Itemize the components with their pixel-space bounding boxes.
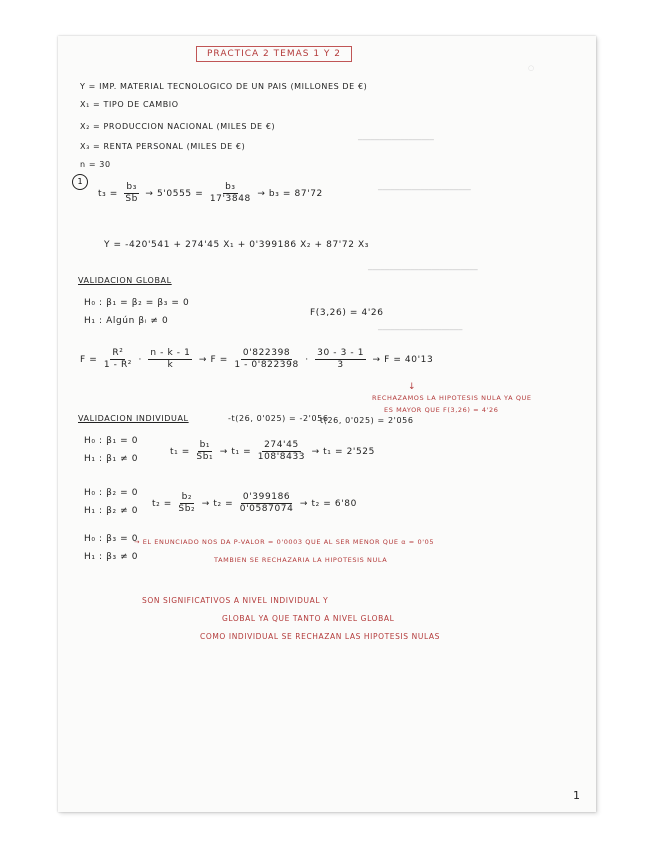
definition-y: Y = IMP. MATERIAL TECNOLOGICO DE UN PAIS (MILLONES DE €) [80, 82, 368, 91]
t2-result: → t₂ = 6'80 [299, 499, 357, 509]
df-value-fraction [315, 348, 366, 371]
b2-h0: H₀ : β₂ = 0 [84, 488, 139, 498]
b3-fraction [210, 182, 251, 205]
f-arrow: → F = [198, 355, 228, 365]
item-number-circle: 1 [72, 174, 88, 190]
bleed-through-mark: ━━━━━━━━━━━━━━━━━━━━━━━━━━ [368, 266, 478, 274]
r2-denominator: 1 - R² [103, 360, 133, 370]
t3-fraction [124, 182, 139, 205]
t2-value-numerator: 0'399186 [242, 492, 291, 502]
definition-x1: X₁ = TIPO DE CAMBIO [80, 100, 179, 109]
bleed-through-mark: ━━━━━━━━━━━━━━━━━━━━ [378, 326, 463, 334]
bleed-through-mark: ○ [528, 64, 535, 72]
t1-denominator: Sb₁ [196, 452, 214, 462]
b3-note-line-2: TAMBIEN SE RECHAZARIA LA HIPOTESIS NULA [214, 556, 388, 564]
b3-result: → b₃ = 87'72 [257, 189, 323, 199]
global-validation-heading: VALIDACION GLOBAL [78, 276, 172, 285]
global-h0: H₀ : β₁ = β₂ = β₃ = 0 [84, 298, 190, 308]
arrow-down-icon: ↓ [408, 382, 417, 392]
b3-note-line-1: → EL ENUNCIADO NOS DA P-VALOR = 0'0003 QUE AL SER MENOR QUE α = 0'05 [134, 538, 435, 546]
b2-h1: H₁ : β₂ ≠ 0 [84, 506, 139, 516]
definition-x2: X₂ = PRODUCCION NACIONAL (MILES DE €) [80, 122, 276, 131]
definition-x3: X₃ = RENTA PERSONAL (MILES DE €) [80, 142, 246, 151]
df-value-denominator: 3 [337, 360, 344, 370]
t1-value-denominator: 108'8433 [257, 452, 306, 462]
sample-size: n = 30 [80, 160, 111, 169]
df-denominator: k [167, 360, 174, 370]
t1-fraction [196, 440, 213, 463]
t2-numerator: b₂ [181, 492, 193, 502]
r2-fraction [104, 348, 132, 371]
document-page [58, 36, 596, 812]
t1-label: t₁ = [170, 447, 190, 457]
df-fraction [148, 348, 192, 371]
r2-value-denominator: 1 - 0'822398 [234, 360, 299, 370]
t3-numerator: b₃ [126, 182, 137, 192]
bleed-through-mark: ━━━━━━━━━━━━━━━━━━━━━━ [378, 186, 471, 194]
t1-value-fraction [258, 440, 305, 463]
b1-h1: H₁ : β₁ ≠ 0 [84, 454, 139, 464]
b3-numerator: b₃ [225, 182, 236, 192]
r2-value-fraction [234, 348, 298, 371]
t2-arrow: → t₂ = [201, 499, 234, 509]
b3-h1: H₁ : β₃ ≠ 0 [84, 552, 139, 562]
f-result: → F = 40'13 [372, 355, 434, 365]
t2-denominator: Sb₂ [178, 504, 196, 514]
f-statistic-calculation: F = $\frac{\text{R²}}{\text{1 - R²}}$ · $\frac{n - k - 1}{k}$ → F = $\frac{0'822398}{1 - 0'822398}$ · $\frac{30 - 3 - 1}{3}$ → F = 40'13 [80, 348, 434, 370]
global-conclusion-line-1: RECHAZAMOS LA HIPOTESIS NULA YA QUE [372, 394, 532, 402]
t3-label: t₃ = [98, 189, 118, 199]
t1-numerator: b₁ [199, 440, 211, 450]
page-number: 1 [573, 789, 580, 802]
bleed-through-mark: ━━━━━━━━━━━━━━━━━━ [358, 136, 434, 144]
t1-result: → t₁ = 2'525 [311, 447, 375, 457]
regression-equation: Y = -420'541 + 274'45 X₁ + 0'399186 X₂ + 87'72 X₃ [104, 240, 369, 250]
f-critical-value: F(3,26) = 4'26 [310, 308, 384, 318]
r2-value-numerator: 0'822398 [242, 348, 291, 358]
global-conclusion-line-2: ES MAYOR QUE F(3,26) = 4'26 [384, 406, 499, 414]
final-conclusion-line-3: COMO INDIVIDUAL SE RECHAZAN LAS HIPOTESIS NULAS [200, 632, 440, 641]
r2-numerator: R² [112, 348, 124, 358]
t-critical-lower: -t(26, 0'025) = -2'056 [228, 414, 329, 423]
t2-fraction [178, 492, 195, 515]
b3-denominator: 17'3848 [209, 194, 251, 204]
t1-calculation [170, 440, 375, 463]
final-conclusion-line-1: SON SIGNIFICATIVOS A NIVEL INDIVIDUAL Y [142, 596, 329, 605]
global-h1: H₁ : Algún βᵢ ≠ 0 [84, 316, 169, 326]
t3-calculation [98, 182, 323, 205]
t3-value: → 5'0555 = [145, 189, 204, 199]
df-value-numerator: 30 - 3 - 1 [317, 348, 365, 358]
final-conclusion-line-2: GLOBAL YA QUE TANTO A NIVEL GLOBAL [222, 614, 395, 623]
df-numerator: n - k - 1 [150, 348, 191, 358]
t2-value-denominator: 0'0587074 [239, 504, 294, 514]
individual-validation-heading: VALIDACION INDIVIDUAL [78, 414, 189, 423]
t1-arrow: → t₁ = [219, 447, 252, 457]
t3-denominator: Sb [125, 194, 138, 204]
t2-calculation [152, 492, 357, 515]
page-title: PRACTICA 2 TEMAS 1 Y 2 [196, 46, 352, 62]
b3-h0: H₀ : β₃ = 0 [84, 534, 139, 544]
t1-value-numerator: 274'45 [264, 440, 299, 450]
t-critical-upper: t(26, 0'025) = 2'056 [320, 416, 414, 425]
b1-h0: H₀ : β₁ = 0 [84, 436, 139, 446]
t2-label: t₂ = [152, 499, 172, 509]
f-label: F = [80, 355, 98, 365]
t2-value-fraction [240, 492, 294, 515]
